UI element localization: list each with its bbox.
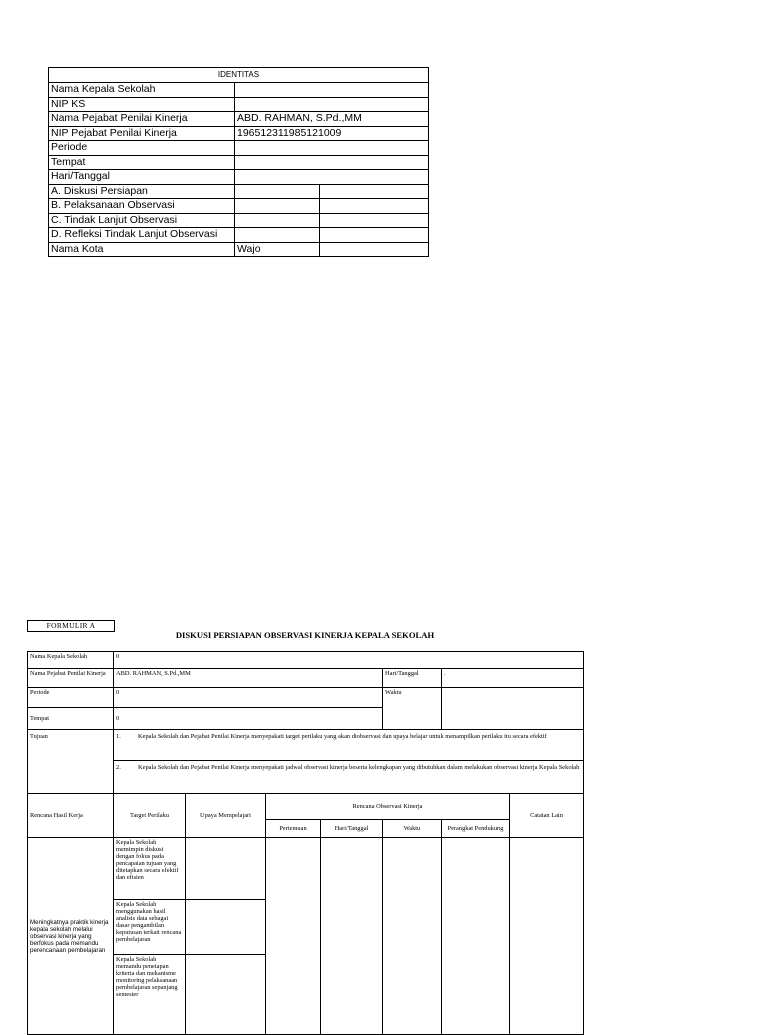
identity-value-2 [320, 199, 429, 214]
identity-value-2 [320, 184, 429, 199]
identity-label: Periode [49, 141, 235, 156]
header-perangkat: Perangkat Pendukung [442, 820, 510, 838]
catatan-cell [510, 838, 584, 1035]
identity-row [49, 83, 429, 98]
tempat-label: Tempat [28, 708, 114, 730]
tujuan-text: Kepala Sekolah dan Pejabat Penilai Kinerja menyepakati target perilaku yang akan diobservasi dan upaya belajar untuk menampilkan perilaku itu secara efektif [138, 733, 547, 740]
header-waktu: Waktu [383, 820, 442, 838]
identity-row [49, 126, 429, 141]
identity-row [49, 228, 429, 243]
kepala-value: 0 [114, 652, 584, 669]
periode-value: 0 [114, 688, 383, 708]
identity-label: C. Tindak Lanjut Observasi [49, 213, 235, 228]
identity-label: NIP Pejabat Penilai Kinerja [49, 126, 235, 141]
target-behavior: Kepala Sekolah menggunakan hasil analisis data sebagai dasar pengambilan keputusan terkait rencana pembelajaran [114, 900, 186, 955]
identity-label: Tempat [49, 155, 235, 170]
identity-label: Nama Kota [49, 242, 235, 257]
upaya-cell [186, 838, 266, 900]
identity-label: NIP KS [49, 97, 235, 112]
identity-value-2 [320, 213, 429, 228]
identity-label: B. Pelaksanaan Observasi [49, 199, 235, 214]
identity-value: ABD. RAHMAN, S.Pd.,MM [235, 112, 429, 127]
waktu-label: Waktu [383, 688, 442, 730]
rencana-hasil-text: Meningkatnya praktik kinerja kepala sekolah melalui observasi kinerja yang berfokus pada memandu perencanaan pembelajaran [28, 838, 114, 1035]
form-title: DISKUSI PERSIAPAN OBSERVASI KINERJA KEPALA SEKOLAH [175, 630, 435, 640]
header-upaya: Upaya Mempelajari [186, 794, 266, 838]
tujuan-number: 1. [116, 733, 121, 740]
waktu-cell [383, 838, 442, 1035]
hari-cell [321, 838, 383, 1035]
hari-label: Hari/Tanggal [383, 669, 442, 688]
identity-value [235, 83, 429, 98]
identity-row [49, 213, 429, 228]
identity-value-2 [320, 228, 429, 243]
identity-table [48, 67, 429, 257]
identity-value [235, 155, 429, 170]
kepala-label: Nama Kepala Sekolah [28, 652, 114, 669]
header-pertemuan: Pertemuan [266, 820, 321, 838]
tujuan-text: Kepala Sekolah dan Pejabat Penilai Kinerja menyepakati jadwal observasi kinerja beserta kelengkapan yang dibutuhkan dalam melakukan observasi kinerja Kepala Sekolah [138, 764, 580, 771]
pejabat-label: Nama Pejabat Penilai Kinerja [28, 669, 114, 688]
identity-value-2 [320, 242, 429, 257]
pertemuan-cell [266, 838, 321, 1035]
upaya-cell [186, 900, 266, 955]
target-behavior: Kepala Sekolah memimpin diskusi dengan fokus pada pencapaian tujuan yang ditetapkan secara efektif dan efisien [114, 838, 186, 900]
identity-label: Hari/Tanggal [49, 170, 235, 185]
periode-label: Periode [28, 688, 114, 708]
header-target: Target Perilaku [114, 794, 186, 838]
tujuan-item [114, 761, 584, 794]
perangkat-cell [442, 838, 510, 1035]
header-rencana-observasi: Rencana Observasi Kinerja [266, 794, 510, 820]
identity-row [49, 170, 429, 185]
tempat-value: 0 [114, 708, 383, 730]
identity-value [235, 213, 320, 228]
target-behavior: Kepala Sekolah memandu penetapan kriteria dan mekanisme monitoring pelaksanaan pembelajaran sepanjang semester [114, 955, 186, 1035]
identity-value: Wajo [235, 242, 320, 257]
identity-row [49, 155, 429, 170]
identity-label: A. Diskusi Persiapan [49, 184, 235, 199]
header-catatan: Catatan Lain [510, 794, 584, 838]
identity-label: D. Refleksi Tindak Lanjut Observasi [49, 228, 235, 243]
identity-row [49, 184, 429, 199]
tujuan-item [114, 730, 584, 761]
identity-value [235, 97, 429, 112]
identity-value [235, 170, 429, 185]
identity-title: IDENTITAS [49, 68, 429, 83]
hari-value: . [442, 669, 584, 688]
identity-label: Nama Kepala Sekolah [49, 83, 235, 98]
formulir-a-table [27, 651, 584, 1035]
form-tag: FORMULIR A [27, 620, 115, 632]
identity-row [49, 199, 429, 214]
identity-row [49, 112, 429, 127]
waktu-value [442, 688, 584, 730]
identity-value [235, 141, 429, 156]
tujuan-label: Tujuan [28, 730, 114, 794]
pejabat-value: ABD. RAHMAN, S.Pd.,MM [114, 669, 383, 688]
identity-value: 196512311985121009 [235, 126, 429, 141]
header-rencana-hasil: Rencana Hasil Kerja [28, 794, 114, 838]
identity-value [235, 199, 320, 214]
identity-row [49, 141, 429, 156]
upaya-cell [186, 955, 266, 1035]
identity-row [49, 97, 429, 112]
tujuan-number: 2. [116, 764, 121, 771]
identity-label: Nama Pejabat Penilai Kinerja [49, 112, 235, 127]
identity-value [235, 228, 320, 243]
identity-row [49, 242, 429, 257]
header-hari: Hari/Tanggal [321, 820, 383, 838]
identity-value [235, 184, 320, 199]
